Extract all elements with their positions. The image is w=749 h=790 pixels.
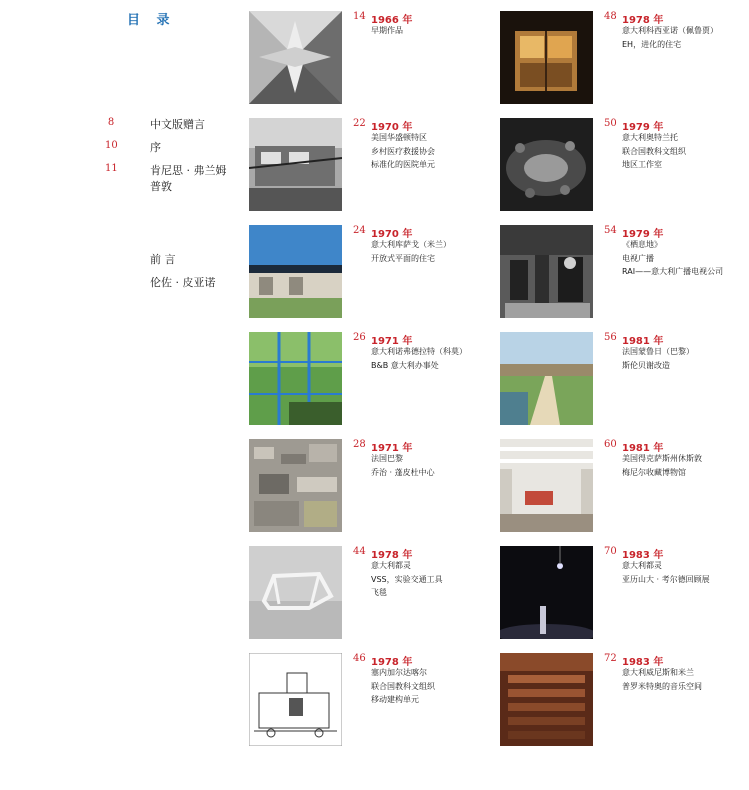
entry-year: 1978 年 [622,15,664,26]
entry-line: 法国巴黎 [371,454,403,463]
entry-line: 乡村医疗救援协会 [371,146,435,156]
entry-line: 《栖息地》 [622,240,662,249]
calder-exhibition-photo [500,546,593,639]
museum-interior-photo [500,439,593,532]
page-number: 70 [604,546,617,557]
front-item-page: 8 [107,117,115,128]
entry-line: 联合国教科文组织 [371,681,435,691]
page-number: 72 [604,653,617,664]
toc-entry[interactable] [500,332,740,427]
entry-line: 意大利奥特兰托 [622,133,678,142]
front-item-title: 序 [150,141,161,154]
toc-entry[interactable] [500,439,740,534]
entry-line: 普罗米特奥的音乐空间 [622,681,702,691]
entry-line: 飞毯 [371,588,387,597]
entry-line: 意大利威尼斯和米兰 [622,668,694,677]
toc-entry[interactable] [249,653,489,748]
entry-line: RAI——意大利广播电视公司 [622,267,724,276]
entry-line: 乔治 · 蓬皮杜中心 [371,467,435,477]
page-number: 22 [353,118,366,129]
entry-line: 亚历山大 · 考尔德回顾展 [622,574,710,584]
entry-line: VSS，实验交通工具 [371,574,443,584]
geometric-roof-photo [249,11,342,104]
entry-line: 开放式平面的住宅 [371,253,435,263]
front-item-page: 11 [105,163,118,174]
entry-year: 1983 年 [622,550,664,561]
blue-frame-office-photo [249,332,342,425]
vehicle-frame-model-photo [249,546,342,639]
toc-entry[interactable] [500,225,740,320]
toc-entry[interactable] [249,332,489,427]
page-number: 46 [353,653,366,664]
entry-year: 1970 年 [371,122,413,133]
toc-entry[interactable] [500,546,740,641]
toc-title: 目 录 [127,13,176,28]
page-number: 14 [353,11,366,22]
lit-house-night-photo [500,11,593,104]
toc-entry[interactable] [500,11,740,106]
page-number: 54 [604,225,617,236]
crowd-workshop-photo [500,118,593,211]
page-number: 28 [353,439,366,450]
music-space-interior-photo [500,653,593,746]
entry-year: 1983 年 [622,657,664,668]
toc-entry[interactable] [249,439,489,534]
front-item-title: 伦佐 · 皮亚诺 [150,276,216,289]
entry-line: EH，进化的住宅 [622,39,682,49]
entry-line: 意大利都灵 [371,561,411,570]
page-number: 44 [353,546,366,557]
entry-line: 意大利科西亚诺（佩鲁贾） [622,26,718,35]
entry-line: 法国蒙鲁日（巴黎） [622,347,694,356]
entry-year: 1970 年 [371,229,413,240]
entry-year: 1978 年 [371,657,413,668]
toc-entry[interactable] [249,546,489,641]
tv-broadcast-photo [500,225,593,318]
entry-line: 意大利库萨戈（米兰） [371,240,451,249]
entry-line: 标准化的医院单元 [371,160,435,169]
building-section-drawing [249,653,342,746]
front-item-title: 中文版赠言 [150,118,205,131]
entry-line: 美国华盛顿特区 [371,133,427,142]
entry-year: 1979 年 [622,122,664,133]
landscape-renovation-photo [500,332,593,425]
toc-entry[interactable] [249,225,489,320]
entry-line: 塞内加尔达喀尔 [371,668,427,677]
entry-year: 1966 年 [371,15,413,26]
entry-year: 1978 年 [371,550,413,561]
paris-aerial-photo [249,439,342,532]
page-number: 24 [353,225,366,236]
toc-entry[interactable] [249,11,489,106]
toc-entry[interactable] [500,118,740,213]
entry-line: 地区工作室 [622,160,662,169]
front-item-title: 肯尼思 · 弗兰姆普敦 [150,164,227,193]
entry-line: 梅尼尔收藏博物馆 [622,467,686,477]
entry-year: 1981 年 [622,443,664,454]
front-item-title: 前 言 [150,253,176,266]
entry-year: 1981 年 [622,336,664,347]
entry-line: 斯伦贝谢改造 [622,360,670,370]
entry-line: B&B 意大利办事处 [371,360,439,370]
page-number: 26 [353,332,366,343]
entry-line: 意大利都灵 [622,561,662,570]
open-plan-house-photo [249,225,342,318]
page-number: 50 [604,118,617,129]
entry-year: 1971 年 [371,336,413,347]
entry-line: 移动建构单元 [371,695,419,704]
entry-line: 意大利诺弗德拉特（科莫） [371,347,467,356]
front-item-page: 10 [105,140,118,151]
entry-year: 1979 年 [622,229,664,240]
toc-entry[interactable] [249,118,489,213]
hospital-structure-photo [249,118,342,211]
page-number: 56 [604,332,617,343]
page-number: 48 [604,11,617,22]
entry-line: 美国得克萨斯州休斯敦 [622,454,702,463]
toc-entry[interactable] [500,653,740,748]
entry-line: 联合国教科文组织 [622,146,686,156]
entry-year: 1971 年 [371,443,413,454]
entry-line: 电视广播 [622,253,654,263]
page-number: 60 [604,439,617,450]
entry-line: 早期作品 [371,26,403,35]
